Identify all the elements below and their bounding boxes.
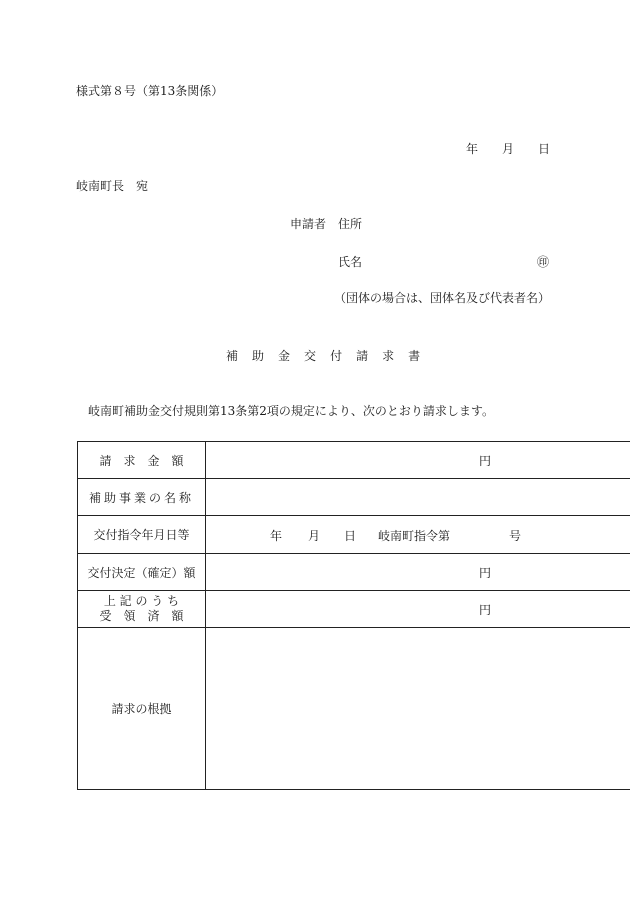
project-name-label: 補助事業の名称 [78, 479, 206, 516]
basis-field[interactable] [206, 628, 630, 790]
date-line [466, 142, 550, 156]
request-table [77, 441, 630, 790]
seal-mark: ㊞ [537, 255, 550, 269]
table-row [78, 516, 630, 554]
title-char: 付 [330, 349, 343, 363]
request-amount-label: 請 求 金 額 [78, 442, 206, 479]
title-char: 書 [408, 349, 421, 363]
date-day: 日 [538, 142, 551, 156]
yen-unit: 円 [478, 565, 491, 580]
title-char: 助 [252, 349, 265, 363]
grant-order: 岐南町指令第 [378, 529, 451, 543]
table-row [78, 554, 630, 591]
decision-amount-field[interactable] [206, 554, 630, 591]
date-year: 年 [466, 142, 479, 156]
date-month: 月 [502, 142, 515, 156]
title-char: 金 [278, 349, 291, 363]
received-amount-field[interactable] [206, 591, 630, 628]
yen-unit: 円 [478, 602, 491, 617]
yen-unit: 円 [478, 453, 491, 468]
addressee: 岐南町長 宛 [76, 179, 149, 193]
received-label-line1: 上 記 の う ち [103, 594, 180, 608]
grant-number: 号 [509, 529, 522, 543]
received-amount-label [78, 591, 206, 628]
grant-year: 年 [270, 529, 283, 543]
basis-label: 請求の根拠 [78, 628, 206, 790]
form-number: 様式第８号（第13条関係） [76, 84, 224, 98]
table-row [78, 479, 630, 516]
table-row [78, 442, 630, 479]
title-char: 補 [226, 349, 239, 363]
received-label-line2: 受 領 済 額 [99, 609, 184, 623]
applicant-address-label: 申請者 住所 [290, 217, 363, 231]
title-char: 請 [356, 349, 369, 363]
decision-amount-label: 交付決定（確定）額 [78, 554, 206, 591]
applicant-name-label: 氏名 [338, 255, 363, 269]
intro-text: 岐南町補助金交付規則第13条第2項の規定により、次のとおり請求します。 [88, 404, 494, 418]
request-amount-field[interactable] [206, 442, 630, 479]
document-title [226, 349, 434, 363]
grant-month: 月 [308, 529, 321, 543]
grant-date-field[interactable] [206, 516, 630, 554]
table-row [78, 628, 630, 790]
project-name-field[interactable] [206, 479, 630, 516]
title-char: 交 [304, 349, 317, 363]
grant-day: 日 [344, 529, 357, 543]
table-row [78, 591, 630, 628]
title-char: 求 [382, 349, 395, 363]
group-note: （団体の場合は、団体名及び代表者名） [334, 291, 551, 305]
grant-date-label: 交付指令年月日等 [78, 516, 206, 554]
